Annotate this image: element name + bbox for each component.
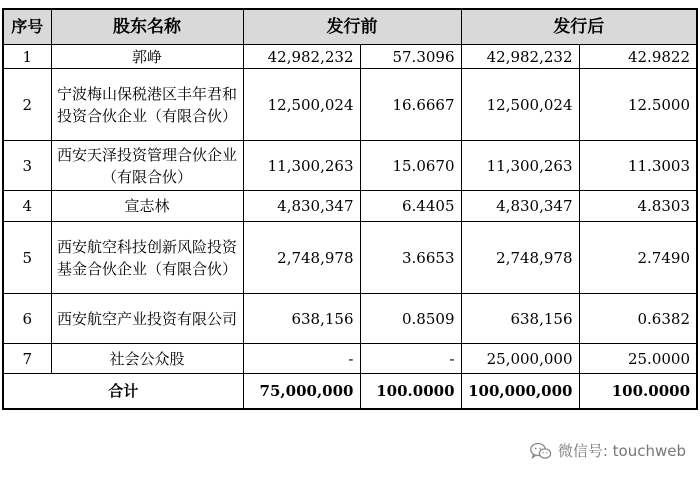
row-before-shares: 12,500,024 <box>243 69 360 141</box>
watermark <box>530 440 686 461</box>
row-before-pct: - <box>360 344 461 374</box>
row-after-pct: 11.3003 <box>579 141 697 191</box>
header-row <box>3 9 697 45</box>
header-before: 发行前 <box>243 9 461 45</box>
row-before-pct: 16.6667 <box>360 69 461 141</box>
row-after-shares: 2,748,978 <box>461 222 579 294</box>
table-row <box>3 45 697 69</box>
row-after-shares: 25,000,000 <box>461 344 579 374</box>
header-after: 发行后 <box>461 9 697 45</box>
row-seq: 4 <box>3 191 51 222</box>
row-before-pct: 15.0670 <box>360 141 461 191</box>
table-row <box>3 294 697 344</box>
row-before-pct: 0.8509 <box>360 294 461 344</box>
row-seq: 5 <box>3 222 51 294</box>
row-seq: 3 <box>3 141 51 191</box>
row-after-pct: 2.7490 <box>579 222 697 294</box>
row-after-shares: 4,830,347 <box>461 191 579 222</box>
row-name: 社会公众股 <box>51 344 243 374</box>
row-before-pct: 3.6653 <box>360 222 461 294</box>
row-after-pct: 4.8303 <box>579 191 697 222</box>
row-after-shares: 638,156 <box>461 294 579 344</box>
table-row <box>3 222 697 294</box>
total-before-shares: 75,000,000 <box>243 374 360 410</box>
row-after-pct: 0.6382 <box>579 294 697 344</box>
row-seq: 7 <box>3 344 51 374</box>
table-row <box>3 191 697 222</box>
row-before-shares: 4,830,347 <box>243 191 360 222</box>
row-before-pct: 6.4405 <box>360 191 461 222</box>
total-after-pct: 100.0000 <box>579 374 697 410</box>
row-before-shares: 42,982,232 <box>243 45 360 69</box>
row-seq: 2 <box>3 69 51 141</box>
wechat-icon <box>530 442 552 460</box>
row-after-pct: 12.5000 <box>579 69 697 141</box>
row-after-pct: 25.0000 <box>579 344 697 374</box>
row-name: 郭峥 <box>51 45 243 69</box>
row-name: 西安航空产业投资有限公司 <box>51 294 243 344</box>
row-after-shares: 12,500,024 <box>461 69 579 141</box>
row-name: 西安航空科技创新风险投资基金合伙企业（有限合伙） <box>51 222 243 294</box>
total-before-pct: 100.0000 <box>360 374 461 410</box>
row-name: 西安天泽投资管理合伙企业（有限合伙） <box>51 141 243 191</box>
row-seq: 6 <box>3 294 51 344</box>
row-before-pct: 57.3096 <box>360 45 461 69</box>
row-name: 宁波梅山保税港区丰年君和投资合伙企业（有限合伙） <box>51 69 243 141</box>
table-row <box>3 69 697 141</box>
row-before-shares: - <box>243 344 360 374</box>
row-before-shares: 2,748,978 <box>243 222 360 294</box>
shareholder-table <box>2 8 698 410</box>
row-after-pct: 42.9822 <box>579 45 697 69</box>
table-row <box>3 344 697 374</box>
header-name: 股东名称 <box>51 9 243 45</box>
row-seq: 1 <box>3 45 51 69</box>
row-before-shares: 11,300,263 <box>243 141 360 191</box>
row-before-shares: 638,156 <box>243 294 360 344</box>
table-row <box>3 141 697 191</box>
watermark-text: 微信号: touchweb <box>557 442 686 460</box>
total-after-shares: 100,000,000 <box>461 374 579 410</box>
total-label: 合计 <box>3 374 243 410</box>
total-row <box>3 374 697 410</box>
header-seq: 序号 <box>3 9 51 45</box>
row-after-shares: 11,300,263 <box>461 141 579 191</box>
row-name: 宣志林 <box>51 191 243 222</box>
row-after-shares: 42,982,232 <box>461 45 579 69</box>
